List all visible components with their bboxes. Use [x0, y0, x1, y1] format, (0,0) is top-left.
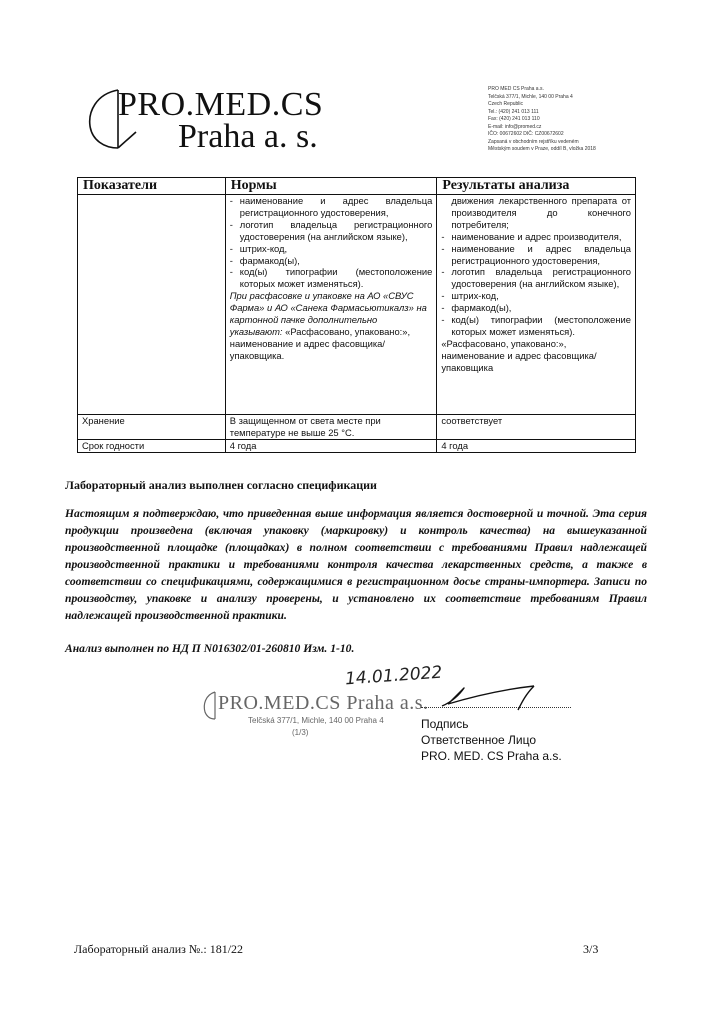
- table-row: [78, 195, 636, 415]
- logo-text-line1: PRO.MED.CS: [118, 86, 324, 123]
- list-item: - наименование и адрес владельца регистрационного удостоверения,: [230, 195, 433, 219]
- cell-norms: [225, 195, 437, 415]
- company-address: PRO MED CS Praha a.s. Telčská 377/1, Michle, 140 00 Praha 4 Czech Republic Tel.: (420) 241 013 111 Fax: (420) 241 013 110 E-mail: info@promed.cz IČO: 00672602 DIČ: CZ00672602 Zapsaná v obchodním rejstříku vedeném Městským soudem v Praze, oddíl B, vložka 2018: [488, 86, 596, 152]
- list-item: - логотип владельца регистрационного удостоверения (на английском языке),: [441, 266, 631, 290]
- footer-analysis-number: Лабораторный анализ №.: 181/22: [74, 942, 244, 956]
- list-item: - логотип владельца регистрационного удостоверения (на английском языке),: [230, 219, 433, 243]
- cell-indicator: [78, 195, 226, 415]
- cell-indicator: Хранение: [78, 415, 226, 440]
- list-item: - наименование и адрес производителя,: [441, 231, 631, 243]
- list-item: - штрих-код,: [230, 243, 433, 255]
- stamp-logo-icon: [202, 690, 218, 720]
- specification-table: [77, 177, 636, 453]
- lab-statement: Лабораторный анализ выполнен согласно спецификации: [65, 478, 377, 492]
- handwritten-date: 14.01.2022: [344, 662, 443, 690]
- signature-line: [421, 706, 571, 708]
- cell-norms: 4 года: [225, 439, 437, 452]
- header-results: Результаты анализа: [437, 178, 636, 195]
- list-item: - код(ы) типографии (местоположение которых может изменяться).: [441, 314, 631, 338]
- norms-italic-note: При расфасовке и упаковке на АО «СВУС Фарма» и АО «Санека Фармасьютикалз» на картонной пачке дополнительно указывают:: [229, 290, 427, 337]
- list-item: - наименование и адрес владельца регистрационного удостоверения,: [441, 243, 631, 267]
- cell-results: соответствует: [437, 415, 636, 440]
- cell-results: 4 года: [437, 439, 636, 452]
- results-tail: «Расфасовано, упаковано:», наименование и адрес фасовщика/упаковщика: [441, 337, 597, 373]
- results-continuation: движения лекарственного препарата от производителя до конечного потребителя;: [451, 195, 631, 230]
- list-item: - фармакод(ы),: [230, 255, 433, 267]
- header-norms: Нормы: [225, 178, 437, 195]
- stamp-number: (1/3): [292, 728, 309, 737]
- logo-text-line2: Praha a. s.: [178, 118, 318, 155]
- analysis-standard: Анализ выполнен по НД П N016302/01-260810 Изм. 1-10.: [65, 642, 355, 655]
- cell-norms: В защищенном от света месте при температуре не выше 25 °С.: [225, 415, 437, 440]
- company-stamp: [218, 692, 429, 737]
- stamp-company-name: PRO.MED.CS Praha a.s.: [218, 692, 429, 714]
- declaration-paragraph: Настоящим я подтверждаю, что приведенная выше информация является достоверной и точной. Эта серия продукции произведена (включая упаковку (маркировку) и контроль качества) на вышеуказанной производственной площадке (площадках) в полном соответствии с требованиями Правил надлежащей производственной практики и требованиями контроля качества лекарственных средств, а также в соответствии со спецификациями, содержащимися в регистрационном досье страны-импортера. Записи по производству, упаковке и анализу проверены, и установлено их соответствие требованиям Правил надлежащей производственной практики.: [65, 507, 647, 622]
- footer-page-number: 3/3: [583, 942, 599, 956]
- cell-indicator: Срок годности: [78, 439, 226, 452]
- signature-block: Подпись Ответственное Лицо PRO. MED. CS Praha a.s.: [421, 717, 562, 763]
- cell-results: [437, 195, 636, 415]
- list-item: - штрих-код,: [441, 290, 631, 302]
- norms-tail: «Расфасовано, упаковано:», наименование и адрес фасовщика/упаковщика.: [229, 325, 411, 361]
- table-row: [78, 415, 636, 440]
- header-indicators: Показатели: [78, 178, 226, 195]
- table-header-row: [78, 178, 636, 195]
- table-row: [78, 439, 636, 452]
- stamp-address: Telčská 377/1, Michle, 140 00 Praha 4: [248, 716, 384, 725]
- list-item: - фармакод(ы),: [441, 302, 631, 314]
- list-item: - код(ы) типографии (местоположение которых может изменяться).: [230, 266, 433, 290]
